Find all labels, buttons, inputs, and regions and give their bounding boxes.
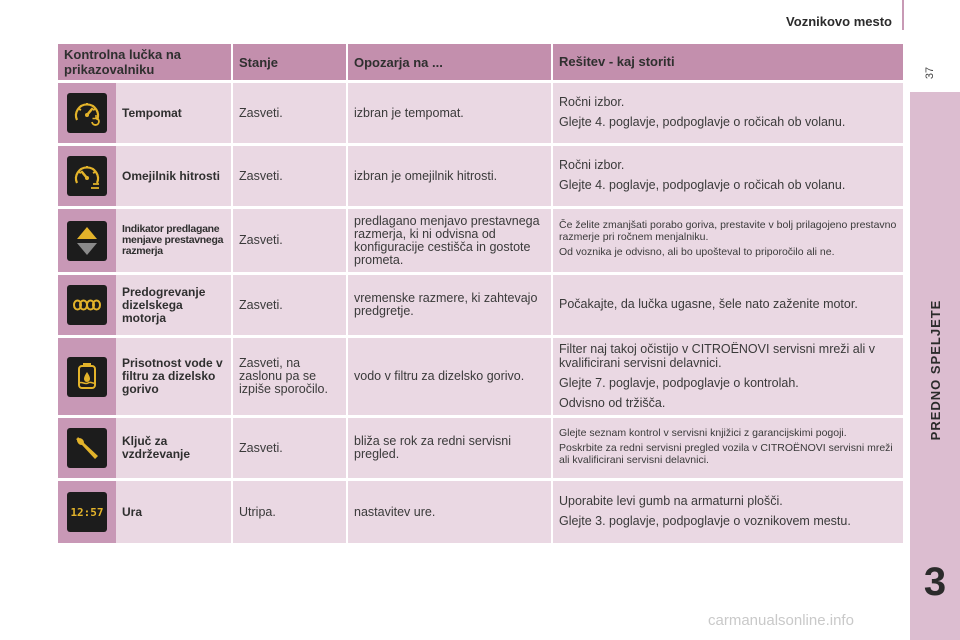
light-name: Predogrevanje dizelskega motorja <box>122 284 206 325</box>
solution-text: Poskrbite za redni servisni pregled vozila v CITROËNOVI servisni mreži ali kvalificirani servisni delavnici. <box>559 442 893 466</box>
chapter-title: PREDNO SPELJETE <box>927 299 943 441</box>
solution-text: Ročni izbor. <box>559 158 625 172</box>
chapter-number: 3 <box>923 560 947 604</box>
column-header-state: Stanje <box>231 44 346 80</box>
table-row <box>58 481 903 546</box>
clock-display-text: 12:57 <box>70 505 104 519</box>
table-row <box>58 275 903 338</box>
light-name: Prisotnost vode v filtru za dizelsko gorivo <box>122 356 223 396</box>
column-header-light: Kontrolna lučka na prikazovalniku <box>58 44 231 80</box>
table-row <box>58 418 903 481</box>
warning-lights-table <box>58 44 903 546</box>
table-row <box>58 338 903 418</box>
light-name: Ključ za vzdrževanje <box>122 434 191 461</box>
wrench-icon <box>67 428 107 468</box>
page-number: 37 <box>924 66 936 80</box>
solution-text: Če želite zmanjšati porabo goriva, prestavite v bolj prilagojeno prestavno razmerje pri ročnem menjalniku. <box>559 219 897 243</box>
table-header-row <box>58 44 903 83</box>
solution-text: Glejte 4. poglavje, podpoglavje o ročicah ob volanu. <box>559 115 846 129</box>
watermark-text: carmanualsonline.info <box>708 612 854 629</box>
section-title: Voznikovo mesto <box>786 14 892 29</box>
warns-text: vremenske razmere, ki zahtevajo predgretje. <box>346 275 551 335</box>
column-header-warns: Opozarja na ... <box>346 44 551 80</box>
light-name: Tempomat <box>122 105 182 120</box>
warns-text: izbran je tempomat. <box>346 83 551 143</box>
light-name: Omejilnik hitrosti <box>122 168 221 183</box>
state-text: Zasveti. <box>231 209 346 272</box>
state-text: Zasveti, na zaslonu pa se izpiše sporočilo. <box>231 338 346 415</box>
solution-text: Glejte 3. poglavje, podpoglavje o voznikovem mestu. <box>559 514 851 528</box>
solution-text: Počakajte, da lučka ugasne, šele nato zaženite motor. <box>559 297 858 311</box>
speed-limiter-icon <box>67 156 107 196</box>
light-name: Indikator predlagane menjave prestavnega razmerja <box>122 223 224 257</box>
warns-text: izbran je omejilnik hitrosti. <box>346 146 551 206</box>
solution-text: Uporabite levi gumb na armaturni plošči. <box>559 494 783 508</box>
table-row <box>58 83 903 146</box>
solution-text: Filter naj takoj očistijo v CITROËNOVI servisni mreži ali v kvalificirani servisni delavnici. <box>559 341 876 370</box>
table-row <box>58 209 903 275</box>
solution-text: Glejte seznam kontrol v servisni knjižici z garancijskimi pogoji. <box>559 426 847 439</box>
state-text: Zasveti. <box>231 146 346 206</box>
cruise-control-icon <box>67 93 107 133</box>
state-text: Zasveti. <box>231 418 346 478</box>
table-row <box>58 146 903 209</box>
clock-display-icon <box>67 492 107 532</box>
solution-text: Glejte 7. poglavje, podpoglavje o kontrolah. <box>559 375 799 390</box>
warns-text: vodo v filtru za dizelsko gorivo. <box>346 338 551 415</box>
light-name: Ura <box>122 504 143 519</box>
header-rule <box>902 0 904 30</box>
solution-text: Odvisno od tržišča. <box>559 395 666 410</box>
gear-shift-indicator-icon <box>67 221 107 261</box>
warns-text: bliža se rok za redni servisni pregled. <box>346 418 551 478</box>
warns-text: nastavitev ure. <box>346 481 551 543</box>
solution-text: Od voznika je odvisno, ali bo upošteval to priporočilo ali ne. <box>559 246 835 259</box>
water-in-fuel-icon <box>67 357 107 397</box>
warns-text: predlagano menjavo prestavnega razmerja, ki ni odvisna od konfiguracije cestišča in gostote prometa. <box>346 209 551 272</box>
column-header-solution: Rešitev - kaj storiti <box>551 44 903 80</box>
solution-text: Glejte 4. poglavje, podpoglavje o ročicah ob volanu. <box>559 178 846 192</box>
glow-plug-icon <box>67 285 107 325</box>
state-text: Utripa. <box>231 481 346 543</box>
state-text: Zasveti. <box>231 275 346 335</box>
state-text: Zasveti. <box>231 83 346 143</box>
solution-text: Ročni izbor. <box>559 95 625 109</box>
